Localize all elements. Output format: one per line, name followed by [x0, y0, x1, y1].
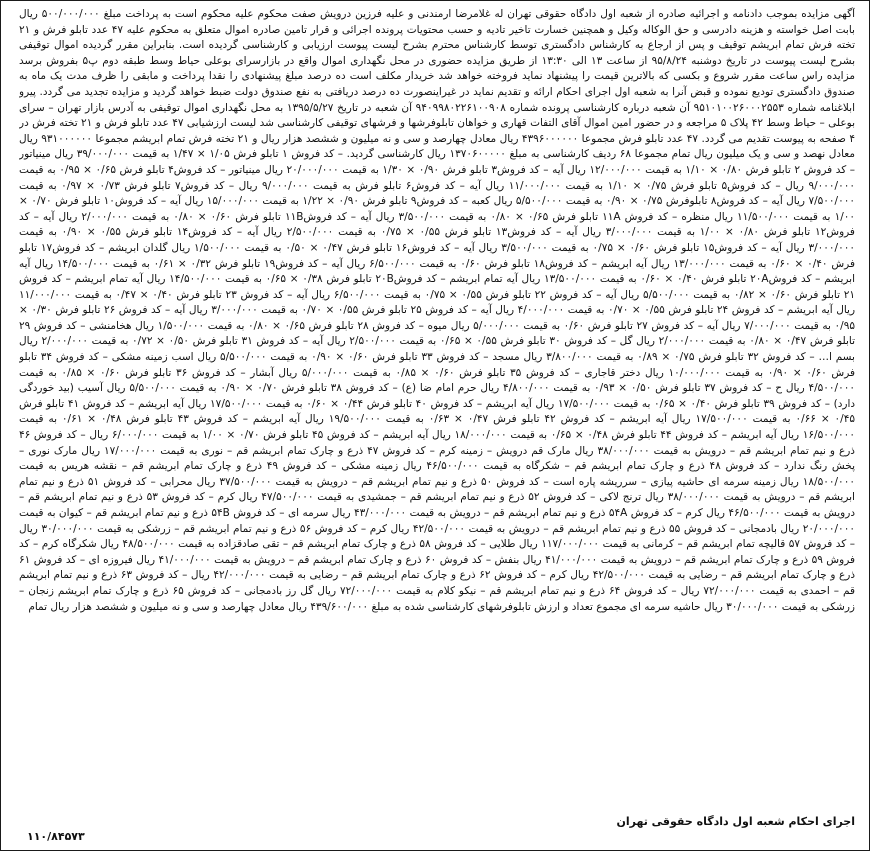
- reference-number: ۱۱۰/۸۴۵۷۳: [27, 830, 85, 843]
- notice-body: بموجب دادنامه و اجرائیه صادره از شعبه اول دادگاه حقوقی تهران له غلامرضا ارمندنی و علیه فرزین درویش صفت محکوم علیه محکوم است به پرداخت مبلغ ۵۰۰/۰۰۰/۰۰۰ ریال بابت اصل خواسته و هزینه دادرسی و حق الوکاله وکیل و همچنین خسارت تاخیر تادیه و حسب محتویات پرونده اجرائی و قرار تامین صادره اموال متعلق به محکوم علیه ۴۷ عدد تابلو فرش و ۲۱ تخته فرش تمام ابریشم توقیف و پس از ارجاع به کارشناس دادگستری توسط کارشناس محترم بشرح لیست پیوست ارزیابی و کارشناسی گردیده است. بنابراین مقرر گردیده اموال توقیفی بشرح لیست پیوست در تاریخ دوشنبه ۹۵/۸/۲۴ از ساعت ۱۳ الی ۱۳:۳۰ از طریق مزایده حضوری در محل نگهداری اموال واقع در بازارسرای بوعلی حیاط وسط طبقه دوم پ۵ بفروش برسد مزایده راس ساعت مقرر شروع و بکسی که بالاترین قیمت را پیشنهاد نماید فروخته خواهد شد خریدار مکلف است ده درصد مبلغ پیشنهادی را نقدا پرداخت و مابقی را ظرف مدت یک ماه به صندوق دادگستری تودیع نموده و قبض آنرا به شعبه اول اجرای احکام ارائه و تقدیم نماید در غیراینصورت ده درصد دریافتی به نفع صندوق دولت ضبط خواهد گردید و مزایده تجدید می گردد. پیرو ابلاغنامه شماره ۹۵۱۰۱۰۰۲۶۰۰۰۲۵۵۳ آن شعبه درباره کارشناسی پرونده شماره ۹۴۰۹۹۸۰۲۲۶۱۰۰۹۰۸ آن شعبه در تاریخ ۱۳۹۵/۵/۲۷ به محل نگهداری اموال توقیفی به آدرس بازار تهران – سرای بوعلی – حیاط وسط ۴۲ پلاک ۵ مراجعه و در حضور امین اموال آقای التفات قهاری و خواهان تابلوفرشها و فرشهای توقیفی کارشناسی شد لیست ارزشیابی ۴۷ عدد تابلو فرش و ۲۱ تخته فرش در ۴ صفحه به پیوست تقدیم می گردد. ۴۷ عدد تابلو فرش مجموعا ۴۳۹۶۰۰۰۰۰۰ ریال معادل چهارصد و سی و نه میلیون و ششصد هزار ریال و ۲۱ تخته فرش تمام ابریشم مجموعا ۹۳۱۰۰۰۰۰۰ ریال معادل نهصد و سی و یک میلیون ریال تمام مجموعا ۶۸ ردیف کارشناسی به مبلغ ۱۳۷۰۶۰۰۰۰۰ ریال کارشناسی گردید. – کد فروش ۱ تابلو فرش ۱/۰۵ × ۱/۴۷ به قیمت ۳۹/۰۰۰/۰۰۰ ریال مینیاتور – کد فروش ۲ تابلو فرش ۰/۸۰ × ۱/۱۰ به قیمت ۱۲/۰۰۰/۰۰۰ ریال آیه – کد فروش۳ تابلو فرش ۰/۹۰ × ۱/۳۰ به قیمت ۲۰/۰۰۰/۰۰۰ ریال مینیاتور – کد فروش۴ تابلو فرش ۰/۶۵ × ۰/۹۵ به قیمت ۹/۰۰۰/۰۰۰ ریال – کد فروش۵ تابلو فرش ۰/۷۵ × ۱/۱۰ به قیمت ۱۱/۰۰۰/۰۰۰ ریال آیه – کد فروش۶ تابلو فرش به قیمت ۹/۰۰۰/۰۰۰ ریال – کد فروش۷ تابلو فرش ۰/۷۳ × ۰/۹۷ به قیمت ۷/۵۰۰/۰۰۰ ریال آیه – کد فروش۸ تابلوفرش ۰/۷۵ × ۰/۹۰ به قیمت ۵/۵۰۰/۰۰۰ ریال کعبه – کد فروش۹ تابلو فرش ۰/۹۰ × ۱/۲۲ به قیمت ۱۵/۰۰۰/۰۰۰ ریال آیه – کد فروش۱۰ تابلو فرش ۰/۷۰ × ۱/۰۰ به قیمت ۱۱/۵۰۰/۰۰۰ ریال منظره – کد فروش ۱۱A تابلو فرش ۰/۶۵ × ۰/۸۰ به قیمت ۳/۵۰۰/۰۰۰ ریال آیه – کد فروش۱۱B تابلو فرش ۰/۶۰ × ۰/۸۰ به قیمت ۲/۰۰۰/۰۰۰ ریال آیه – کد فروش۱۲ تابلو فرش ۰/۸۰ × ۱/۰۰ به قیمت ۳/۰۰۰/۰۰۰ ریال آیه – کد فروش۱۳ تابلو فرش ۰/۵۵ × ۰/۷۵ به قیمت ۲/۵۰۰/۰۰۰ ریال آیه – کد فروش۱۴ تابلو فرش ۰/۵۵ × ۰/۹۰ به قیمت ۳/۰۰۰/۰۰۰ ریال آیه – کد فروش۱۵ تابلو فرش ۰/۶۰ × ۰/۷۵ به قیمت ۳/۵۰۰/۰۰۰ ریال آیه – کد فروش۱۶ تابلو فرش ۰/۴۷ × ۰/۵۰ به قیمت ۱/۵۰۰/۰۰۰ ریال گلدان ابریشم – کد فروش۱۷ تابلو فرش ۰/۴۰ × ۰/۶۰ به قیمت ۱۳/۰۰۰/۰۰۰ ریال آیه ابریشم – کد فروش۱۸ تابلو فرش ۰/۶۰ به قیمت ۶/۵۰۰/۰۰۰ ریال آیه – کد فروش۱۹ تابلو فرش ۰/۳۲ × ۰/۶۱ به قیمت ۱۴/۵۰۰/۰۰۰ ریال آیه ابریشم – کد فروش۲۰A تابلو فرش ۰/۴۰ × ۰/۶۰ به قیمت ۱۳/۵۰۰/۰۰۰ ریال آیه تمام ابریشم – کد فروش۲۰B تابلو فرش ۰/۳۸ × ۰/۶۵ به قیمت ۱۴/۵۰۰/۰۰۰ ریال آیه تمام ابریشم – کد فروش ۲۱ تابلو فرش ۰/۶۰ × ۰/۸۲ به قیمت ۵/۵۰۰/۰۰۰ ریال آیه – کد فروش ۲۲ تابلو فرش ۰/۵۵ × ۰/۷۵ به قیمت ۶/۵۰۰/۰۰۰ ریال آیه – کد فروش ۲۳ تابلو فرش ۰/۴۰ × ۰/۴۷ به قیمت ۱۱/۰۰۰/۰۰۰ ریال آیه ابریشم – کد فروش ۲۴ تابلو فرش ۰/۵۵ × ۰/۷۰ به قیمت ۴/۰۰۰/۰۰۰ ریال آیه – کد فروش ۲۵ تابلو فرش ۰/۵۵ × ۰/۷۰ به قیمت ۳/۰۰۰/۰۰۰ ریال آیه – کد فروش ۲۶ تابلو فرش ۰/۳۰ × ۰/۹۵ به قیمت ۷/۰۰۰/۰۰۰ ریال آیه – کد فروش ۲۷ تابلو فرش ۰/۶۰ به قیمت ۵/۰۰۰/۰۰۰ ریال میوه – کد فروش ۲۸ تابلو فرش ۰/۶۵ × ۰/۸۰ به قیمت ۱/۵۰۰/۰۰۰ ریال هخامنشی – کد فروش ۲۹ تابلو فرش ۰/۴۷ × ۰/۸۰ به قیمت ۲/۰۰۰/۰۰۰ ریال گل – کد فروش ۳۰ تابلو فرش ۰/۵۵ × ۰/۶۵ به قیمت ۲/۵۰۰/۰۰۰ ریال آیه – کد فروش ۳۱ تابلو فرش ۰/۵۰ × ۰/۷۲ به قیمت ۲/۰۰۰/۰۰۰ ریال بسم ا… – کد فروش ۳۲ تابلو فرش ۰/۷۵ × ۰/۸۹ به قیمت ۳/۸۰۰/۰۰۰ ریال مسجد – کد فروش ۳۳ تابلو فرش ۰/۶۰ × ۰/۹۰ به قیمت ۵/۵۰۰/۰۰۰ ریال اسب زمینه مشکی – کد فروش ۳۴ تابلو فرش ۰/۶۰ × ۰/۹۰ به قیمت ۱۰/۰۰۰/۰۰۰ ریال دختر قاجاری – کد فروش ۳۵ تابلو فرش ۰/۶۰ × ۰/۸۵ به قیمت ۵/۰۰۰/۰۰۰ ریال آبشار – کد فروش ۳۶ تابلو فرش ۰/۶۰ × ۰/۸۵ به قیمت ۴/۵۰۰/۰۰۰ ریال ح – کد فروش ۳۷ تابلو فرش ۰/۵۰ × ۰/۹۳ به قیمت ۴/۸۰۰/۰۰۰ ریال حرم امام ضا (ع) – کد فروش ۳۸ تابلو فرش ۰/۷۰ × ۰/۹۰ به قیمت ۵/۵۰۰/۰۰۰ ریال آسیب (بید خوردگی دارد) – کد فروش ۳۹ تابلو فرش ۰/۴۰ × ۰/۶۵ به قیمت ۱۷/۵۰۰/۰۰۰ ریال آیه ابریشم – کد فروش ۴۰ تابلو فرش ۰/۴۴ × ۰/۶۰ به قیمت ۱۷/۵۰۰/۰۰۰ ریال آیه ابریشم – کد فروش ۴۱ تابلو فرش ۰/۴۵ × ۰/۶۶ به قیمت ۱۷/۵۰۰/۰۰۰ ریال آیه ابریشم – کد فروش ۴۲ تابلو فرش ۰/۴۷ × ۰/۶۳ به قیمت ۱۹/۵۰۰/۰۰۰ ریال آیه ابریشم – کد فروش ۴۳ تابلو فرش ۰/۴۸ × ۰/۶۱ به قیمت ۱۶/۵۰۰/۰۰۰ ریال آیه ابریشم – کد فروش ۴۴ تابلو فرش ۰/۴۸ × ۰/۶۵ به قیمت ۱۸/۰۰۰/۰۰۰ ریال آیه ابریشم – کد فروش ۴۵ تابلو فرش ۰/۷۰ × ۱/۰۰ به قیمت ۶/۰۰۰/۰۰۰ ریال – کد فروش ۴۶ ذرع و نیم تمام ابریشم قم – درویش به قیمت ۳۸/۰۰۰/۰۰۰ ریال مارک قم درویش – زمینه کرم – کد فروش ۴۷ ذرع و چارک تمام ابریشم قم – نوری به قیمت ۱۷/۰۰۰/۰۰۰ ریال مارک نوری – پخش رنگ ندارد – کد فروش ۴۸ ذرع و چارک تمام ابریشم قم – شکرگاه به قیمت ۴۶/۵۰۰/۰۰۰ ریال زمینه مشکی – کد فروش ۴۹ ذرع و چارک تمام ابریشم قم – نقشه هریس به قیمت ۱۸/۵۰۰/۰۰۰ ریال زمینه سرمه ای حاشیه پیازی – سرریشه پاره است – کد فروش ۵۰ ذرع و نیم تمام ابریشم قم – درویش به قیمت ۳۷/۵۰۰/۰۰۰ ریال محرابی – کد فروش ۵۱ ذرع و نیم تمام ابریشم قم – درویش به قیمت ۳۸/۰۰۰/۰۰۰ ریال ترنج لاکی – کد فروش ۵۲ ذرع و نیم تمام ابریشم قم – جمشیدی به قیمت ۴۷/۵۰۰/۰۰۰ ریال کرم – کد فروش ۵۳ ذرع و نیم تمام ابریشم قم – درویش به قیمت ۴۶/۵۰۰/۰۰۰ ریال کرم – کد فروش ۵۴A ذرع و نیم تمام ابریشم قم – درویش به قیمت ۴۳/۰۰۰/۰۰۰ ریال سرمه ای – کد فروش ۵۴B ذرع و نیم تمام ابریشم قم – کیوان به قیمت ۲۰/۰۰۰/۰۰۰ ریال بادمجانی – کد فروش ۵۵ ذرع و نیم تمام ابریشم قم – درویش به قیمت ۴۲/۵۰۰/۰۰۰ ریال کرم – کد فروش ۵۶ ذرع و نیم تمام ابریشم قم – زرشکی به قیمت ۳۰/۰۰۰/۰۰۰ ریال – کد فروش ۵۷ قالیچه تمام ابریشم قم – کرمانی به قیمت ۱۱۷/۰۰۰/۰۰۰ ریال طلایی – کد فروش ۵۸ ذرع و چارک تمام ابریشم قم – تقی صادقزاده به قیمت ۴۸/۵۰۰/۰۰۰ ریال شکرگاه کرم – کد فروش ۵۹ ذرع و چارک تمام ابریشم قم – درویش به قیمت ۴۱/۰۰۰/۰۰۰ ریال بنفش – کد فروش ۶۰ ذرع و چارک تمام ابریشم قم – درویش به قیمت ۴۱/۰۰۰/۰۰۰ ریال فیروزه ای – کد فروش ۶۱ ذرع و چارک تمام ابریشم قم – رضایی به قیمت ۴۲/۵۰۰/۰۰۰ ریال کرم – کد فروش ۶۲ ذرع و چارک تمام ابریشم قم – رضایی به قیمت ۴۲/۰۰۰/۰۰۰ ریال – کد فروش ۶۳ ذرع و نیم تمام ابریشم قم – احمدی به قیمت ۷۲/۰۰۰/۰۰۰ ریال – کد فروش ۶۴ ذرع و نیم تمام ابریشم قم – نیکو کلام به قیمت ۷۲/۰۰۰/۰۰۰ ریال گل رز بادمجانی – کد فروش ۶۵ ذرع و چارک تمام ابریشم زنجان – زرشکی به قیمت ۳۰/۰۰۰/۰۰۰ ریال حاشیه سرمه ای مجموع تعداد و ارزش تابلوفرشهای کارشناسی شده به مبلغ ۴۳۹/۶۰۰/۰۰۰ ریال معادل چهارصد و سی و نه میلیون و ششصد هزار ریال تمام: [19, 8, 855, 613]
- issuer-signature: اجرای احکام شعبه اول دادگاه حقوقی تهران: [616, 815, 855, 828]
- notice-paragraph: [19, 7, 855, 615]
- notice-title: آگهی مزایده: [801, 8, 855, 20]
- notice-footer: [19, 815, 855, 847]
- notice-text-block: [19, 7, 855, 827]
